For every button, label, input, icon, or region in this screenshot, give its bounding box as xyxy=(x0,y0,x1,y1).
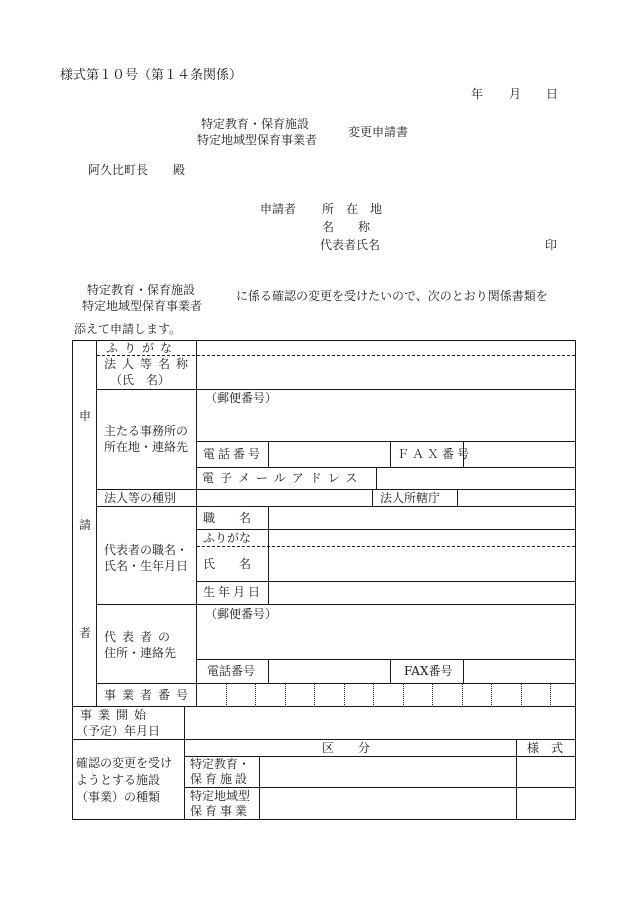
start-date-label-line1: 事業開始 xyxy=(80,708,153,722)
rep-postal-label: （郵便番号） xyxy=(205,607,278,621)
form-number: 様式第１０号（第１４条関係） xyxy=(60,68,243,83)
document-title: 変更申請書 xyxy=(348,125,409,139)
office-label-line1: 主たる事務所の xyxy=(104,424,189,438)
furigana-label: ふりがな xyxy=(106,341,179,355)
business-number-label: 事業者番号 xyxy=(104,688,195,702)
birth-label: 生年月日 xyxy=(203,585,264,599)
corp-name-sub-label: （氏 名） xyxy=(110,373,171,387)
start-date-label-line2: （予定）年月日 xyxy=(76,724,161,738)
rep-furigana-label: ふりがな xyxy=(203,531,252,545)
addressee-honorific: 殿 xyxy=(173,163,186,177)
rep-name-label: 氏 名 xyxy=(203,557,252,571)
title-facility-line1: 特定教育・保育施設 xyxy=(201,117,310,131)
seal-mark: 印 xyxy=(545,238,558,252)
facility-type-label-line1: 確認の変更を受け xyxy=(76,756,173,770)
rep-tel-label: 電話番号 xyxy=(207,664,256,678)
body-sentence-end: 添えて申請します。 xyxy=(74,322,182,336)
rep-address-label-line2: 住所・連絡先 xyxy=(104,646,177,660)
facility-type-label-line2: ようとする施設 xyxy=(76,773,161,787)
title-facility-line2: 特定地域型保育事業者 xyxy=(197,133,318,147)
body-sentence: に係る確認の変更を受けたいので、次のとおり関係書類を xyxy=(236,289,548,303)
applicant-name-label: 名 称 xyxy=(322,220,371,234)
type-a-line1: 特定教育・ xyxy=(190,757,251,771)
office-tel-label: 電話番号 xyxy=(203,447,264,461)
type-b-line1: 特定地域型 xyxy=(190,789,251,803)
applicant-representative-label: 代表者氏名 xyxy=(320,238,381,252)
corp-authority-label: 法人所轄庁 xyxy=(380,491,441,505)
office-label-line2: 所在地・連絡先 xyxy=(104,440,189,454)
type-b-line2: 保育事業 xyxy=(190,804,251,818)
rep-address-label-line1: 代表者の xyxy=(104,630,177,644)
type-a-line2: 保育施設 xyxy=(190,772,251,786)
body-facility-line1: 特定教育・保育施設 xyxy=(87,283,196,297)
office-fax-label: ＦＡＸ番号 xyxy=(397,447,473,461)
body-facility-line2: 特定地域型保育事業者 xyxy=(82,299,203,313)
form-header: 様 式 xyxy=(527,741,564,755)
applicant-label: 申請者 xyxy=(260,202,297,216)
applicant-address-label: 所 在 地 xyxy=(322,202,383,216)
side-label-sei: 請 xyxy=(79,518,92,532)
side-label-shin: 申 xyxy=(79,409,92,423)
date-month-label: 月 xyxy=(509,87,522,101)
office-postal-label: （郵便番号） xyxy=(205,391,278,405)
date-year-label: 年 xyxy=(471,87,484,101)
facility-type-label-line3: （事業）の種類 xyxy=(76,790,161,804)
side-label-sha: 者 xyxy=(79,626,92,640)
rep-label-line1: 代表者の職名・ xyxy=(104,543,189,557)
addressee-name: 阿久比町長 xyxy=(88,163,149,177)
corp-name-label: 法人等名称 xyxy=(104,357,195,371)
email-label: 電子メールアドレス xyxy=(202,471,364,485)
corp-type-label: 法人等の種別 xyxy=(104,491,177,505)
job-title-label: 職 名 xyxy=(203,511,252,525)
date-day-label: 日 xyxy=(546,87,559,101)
rep-fax-label: FAX番号 xyxy=(404,664,453,678)
rep-label-line2: 氏名・生年月日 xyxy=(104,559,189,573)
category-header: 区 分 xyxy=(322,741,371,755)
